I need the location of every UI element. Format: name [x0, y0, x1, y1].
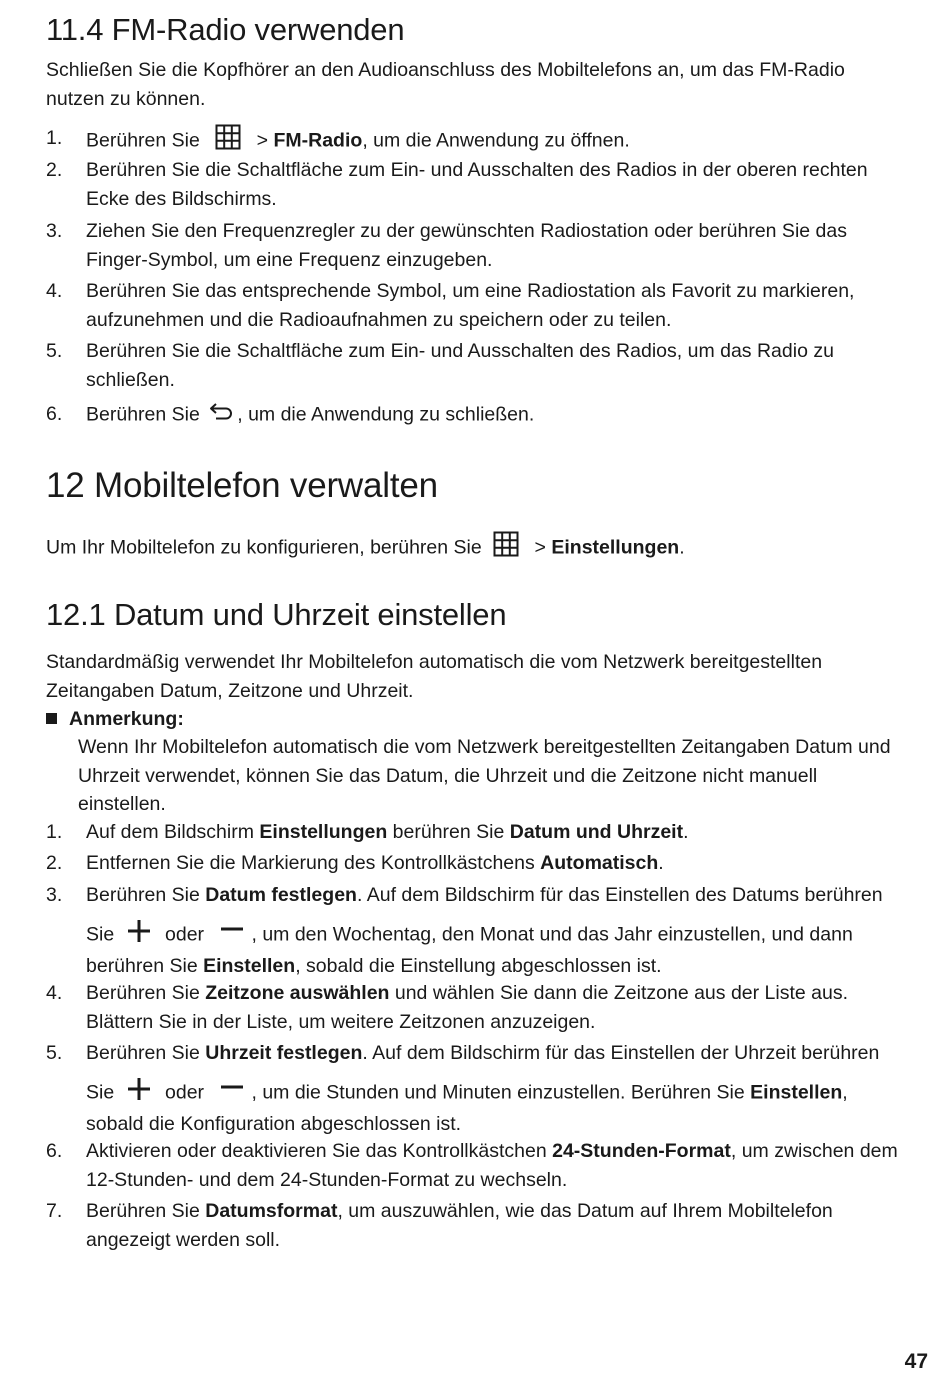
plus-icon	[126, 918, 152, 953]
step-text: Berühren Sie	[86, 129, 206, 152]
step-number: 4.	[46, 982, 63, 1004]
apps-grid-icon	[215, 124, 241, 159]
step-number: 7.	[46, 1200, 63, 1222]
fm-step-3	[46, 217, 906, 274]
step-text: und wählen Sie dann die Zeitzone aus der Liste aus. Blättern Sie in der Liste, um weitere Zeitzonen anzuzeigen.	[86, 982, 849, 1033]
intro-text: >	[529, 536, 552, 559]
step-bold: Datum und Uhrzeit	[509, 821, 684, 843]
step-number: 3.	[46, 884, 63, 906]
chapter-intro	[46, 531, 906, 566]
step-bold: Einstellen	[750, 1080, 843, 1103]
step-number: 2.	[46, 159, 63, 181]
plus-icon	[126, 1076, 152, 1111]
note-heading	[46, 705, 184, 734]
step-text: Berühren Sie	[86, 884, 206, 906]
datum-step-3	[46, 881, 906, 981]
fm-radio-intro: Schließen Sie die Kopfhörer an den Audioanschluss des Mobiltelefons an, um das FM-Radio nutzen zu können.	[46, 59, 845, 110]
step-text: .	[683, 821, 689, 843]
step-number: 4.	[46, 280, 63, 302]
step-bold: Zeitzone auswählen	[205, 982, 390, 1004]
datum-step-7	[46, 1197, 906, 1254]
step-text: Berühren Sie	[86, 1200, 206, 1222]
section-heading-fm-radio: 11.4 FM-Radio verwenden	[46, 12, 405, 47]
step-number: 5.	[46, 1042, 63, 1064]
step-text: , um auszuwählen, wie das Datum auf Ihrem Mobiltelefon angezeigt werden soll.	[86, 1200, 833, 1251]
intro-text: .	[679, 536, 685, 559]
step-text: berühren Sie	[387, 821, 510, 843]
step-text: Berühren Sie das entsprechende Symbol, um eine Radiostation als Favorit zu markieren, aufzunehmen und die Radioaufnahmen zu speichern oder zu teilen.	[86, 280, 855, 331]
step-bold: 24-Stunden-Format	[552, 1140, 731, 1162]
step-text: Ziehen Sie den Frequenzregler zu der gewünschten Radiostation oder berühren Sie das Finger-Symbol, um eine Frequenz einzugeben.	[86, 220, 847, 271]
datum-step-1	[46, 818, 906, 847]
step-text: , um die Stunden und Minuten einzustellen. Berühren Sie	[251, 1080, 751, 1103]
step-text: . Auf dem Bildschirm für das Einstellen der Uhrzeit berühren	[362, 1042, 880, 1064]
step-text: Sie	[86, 922, 120, 945]
step-text: oder	[159, 1080, 210, 1103]
fm-step-1	[46, 124, 906, 159]
fm-step-5	[46, 337, 906, 394]
page-number: 47	[904, 1350, 928, 1373]
step-text: Berühren Sie die Schaltfläche zum Ein- und Ausschalten des Radios, um das Radio zu schließen.	[86, 340, 834, 391]
fm-radio-label: FM-Radio	[273, 129, 363, 152]
back-arrow-icon	[207, 400, 235, 431]
step-text: .	[658, 852, 664, 874]
step-text: Aktivieren oder deaktivieren Sie das Kontrollkästchen	[86, 1140, 553, 1162]
fm-step-2	[46, 156, 906, 213]
datum-step-2	[46, 849, 906, 878]
step-bold: Einstellen	[203, 955, 296, 977]
step-text: . Auf dem Bildschirm für das Einstellen des Datums berühren	[356, 884, 883, 906]
note-label: Anmerkung:	[69, 708, 184, 730]
step-text: , um die Anwendung zu öffnen.	[362, 129, 630, 152]
step-text: sobald die Konfiguration abgeschlossen ist.	[86, 1113, 462, 1135]
minus-icon	[219, 918, 245, 953]
step-number: 3.	[46, 220, 63, 242]
step-text: >	[251, 129, 274, 152]
fm-step-6	[46, 400, 906, 431]
step-text: Auf dem Bildschirm	[86, 821, 260, 843]
datum-step-4	[46, 979, 906, 1036]
apps-grid-icon	[493, 531, 519, 566]
datum-step-6	[46, 1137, 906, 1194]
step-text: , um zwischen dem 12-Stunden- und dem 24-Stunden-Format zu wechseln.	[86, 1140, 898, 1191]
step-bold: Datum festlegen	[205, 884, 357, 906]
datum-intro: Standardmäßig verwendet Ihr Mobiltelefon automatisch die vom Netzwerk bereitgestellten Zeitangaben Datum, Zeitzone und Uhrzeit.	[46, 651, 823, 702]
step-text: Sie	[86, 1080, 120, 1103]
step-bold: Automatisch	[540, 852, 659, 874]
minus-icon	[219, 1076, 245, 1111]
step-number: 2.	[46, 852, 63, 874]
step-text: oder	[159, 922, 210, 945]
step-number: 6.	[46, 1140, 63, 1162]
note-text: Wenn Ihr Mobiltelefon automatisch die vom Netzwerk bereitgestellten Zeitangaben Datum und Uhrzeit verwendet, können Sie das Datum, die Uhrzeit und die Zeitzone nicht manuell einstellen.	[78, 736, 891, 815]
step-text: , um die Anwendung zu schließen.	[237, 403, 535, 426]
step-number: 5.	[46, 340, 63, 362]
step-bold: Uhrzeit festlegen	[205, 1042, 363, 1064]
note-bullet-icon	[46, 713, 57, 724]
section-heading-datum-uhrzeit: 12.1 Datum und Uhrzeit einstellen	[46, 597, 507, 632]
chapter-heading-mobiltelefon: 12 Mobiltelefon verwalten	[46, 466, 438, 505]
step-text: , sobald die Einstellung abgeschlossen ist.	[295, 955, 662, 977]
step-text: Berühren Sie	[86, 1042, 206, 1064]
step-text: Berühren Sie die Schaltfläche zum Ein- und Ausschalten des Radios in der oberen rechten Ecke des Bildschirms.	[86, 159, 868, 210]
step-text: berühren Sie	[86, 955, 204, 977]
step-number: 6.	[46, 403, 63, 425]
step-number: 1.	[46, 127, 63, 149]
step-bold: Einstellungen	[259, 821, 388, 843]
step-text: Entfernen Sie die Markierung des Kontrollkästchens	[86, 852, 541, 874]
einstellungen-label: Einstellungen	[551, 536, 680, 559]
step-bold: Datumsformat	[205, 1200, 338, 1222]
step-text: , um den Wochentag, den Monat und das Jahr einzustellen, und dann	[251, 922, 853, 945]
step-text: Berühren Sie	[86, 403, 206, 426]
datum-step-5	[46, 1039, 906, 1139]
fm-step-4	[46, 277, 906, 334]
step-text: ,	[842, 1080, 848, 1103]
step-text: Berühren Sie	[86, 982, 206, 1004]
intro-text: Um Ihr Mobiltelefon zu konfigurieren, berühren Sie	[46, 536, 488, 559]
step-number: 1.	[46, 821, 63, 843]
